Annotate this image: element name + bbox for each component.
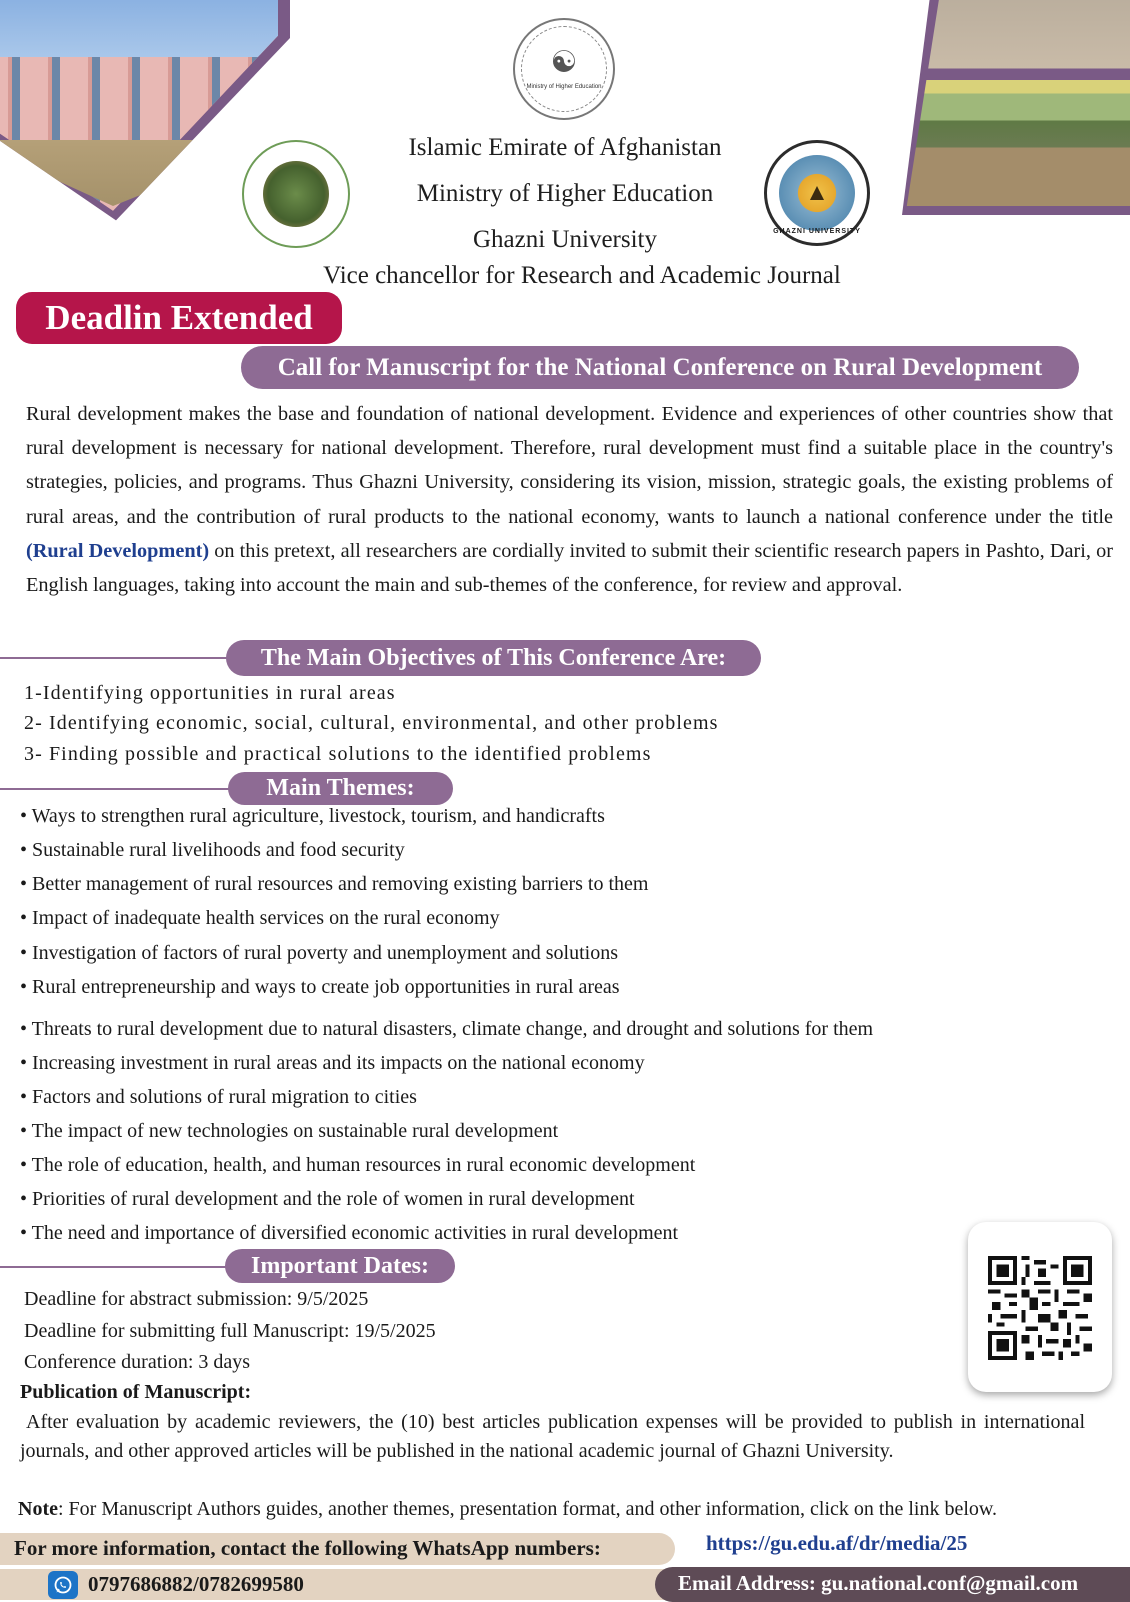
- theme-item: • The role of education, health, and human resources in rural economic development: [20, 1154, 696, 1176]
- note-label: Note: [18, 1498, 58, 1520]
- book-icon: ▲: [805, 179, 829, 206]
- theme-item: • Better management of rural resources and removing existing barriers to them: [20, 873, 649, 895]
- objective-item: 1-Identifying opportunities in rural areas: [24, 682, 396, 704]
- theme-item: • Sustainable rural livelihoods and food security: [20, 839, 405, 861]
- themes-divider: [0, 788, 240, 790]
- header-ministry: Ministry of Higher Education: [416, 180, 714, 207]
- date-item: Conference duration: 3 days: [24, 1351, 251, 1373]
- contact-label: For more information, contact the following WhatsApp numbers:: [14, 1536, 601, 1560]
- objectives-title: The Main Objectives of This Conference Are:: [226, 640, 761, 676]
- note-text: : For Manuscript Authors guides, another themes, presentation format, and other information, click on the link below.: [57, 1498, 998, 1520]
- note-line: [18, 1498, 997, 1521]
- whatsapp-icon: [48, 1571, 78, 1599]
- header-country: Islamic Emirate of Afghanistan: [408, 134, 722, 161]
- theme-item: • Ways to strengthen rural agriculture, livestock, tourism, and handicrafts: [20, 805, 605, 827]
- publication-text: After evaluation by academic reviewers, the (10) best articles publication expenses will be provided to publish in international journals, and other approved articles will be published in the national academic journal of Ghazni University.: [20, 1411, 1085, 1462]
- intro-paragraph: [26, 397, 1113, 602]
- objective-item: 3- Finding possible and practical solutions to the identified problems: [24, 743, 652, 765]
- intro-highlight: (Rural Development): [26, 539, 210, 562]
- theme-item: • Rural entrepreneurship and ways to create job opportunities in rural areas: [20, 976, 620, 998]
- theme-item: • The impact of new technologies on sustainable rural development: [20, 1120, 559, 1142]
- date-item: Deadline for submitting full Manuscript: 19/5/2025: [24, 1320, 436, 1342]
- whatsapp-numbers[interactable]: 0797686882/0782699580: [88, 1572, 304, 1596]
- university-seal-caption: GHAZNI UNIVERSITY: [773, 228, 861, 235]
- publication-title: Publication of Manuscript:: [20, 1381, 252, 1403]
- theme-item: • Impact of inadequate health services on the rural economy: [20, 907, 500, 929]
- intro-text-before: Rural development makes the base and foundation of national development. Evidence and experiences of other countries show that rural development is necessary for national development. Therefore, rural development must find a suitable place in the country's strategies, policies, and programs. Thus Ghazni University, considering its vision, mission, strategic goals, the existing problems of rural areas, and the contribution of rural products to the national economy, wants to launch a national conference under the title: [26, 403, 1113, 528]
- qr-code-card[interactable]: [968, 1222, 1112, 1392]
- theme-item: • Threats to rural development due to natural disasters, climate change, and drought and solutions for them: [20, 1018, 874, 1040]
- ministry-seal-caption: Ministry of Higher Education: [526, 84, 602, 90]
- torch-book-icon: ☯: [550, 46, 578, 79]
- conference-link[interactable]: https://gu.edu.af/dr/media/25: [706, 1531, 968, 1555]
- campus-photo-right: [902, 0, 1130, 215]
- intro-text-after: on this pretext, all researchers are cordially invited to submit their scientific research papers in Pashto, Dari, or English languages, taking into account the main and sub-themes of the conference, for review and approval.: [26, 539, 1113, 597]
- email-address[interactable]: Email Address: gu.national.conf@gmail.com: [678, 1571, 1079, 1595]
- objective-item: 2- Identifying economic, social, cultural, environmental, and other problems: [24, 712, 719, 734]
- theme-item: • Increasing investment in rural areas and its impacts on the national economy: [20, 1052, 645, 1074]
- call-for-manuscript-title: Call for Manuscript for the National Conference on Rural Development: [241, 346, 1079, 389]
- theme-item: • Priorities of rural development and the role of women in rural development: [20, 1188, 635, 1210]
- header-university: Ghazni University: [473, 226, 657, 253]
- dates-title: Important Dates:: [225, 1249, 455, 1283]
- deadline-extended-badge: Deadlin Extended: [16, 292, 342, 344]
- themes-title: Main Themes:: [228, 772, 453, 805]
- theme-item: • Investigation of factors of rural poverty and unemployment and solutions: [20, 942, 618, 964]
- theme-item: • Factors and solutions of rural migration to cities: [20, 1086, 417, 1108]
- date-item: Deadline for abstract submission: 9/5/2025: [24, 1288, 369, 1310]
- qr-code-icon: [988, 1256, 1092, 1360]
- header-vice-chancellor: Vice chancellor for Research and Academic Journal: [323, 262, 841, 289]
- ministry-seal: [513, 18, 615, 120]
- objectives-divider: [0, 657, 240, 659]
- dates-divider: [0, 1266, 240, 1268]
- theme-item: • The need and importance of diversified economic activities in rural development: [20, 1222, 679, 1244]
